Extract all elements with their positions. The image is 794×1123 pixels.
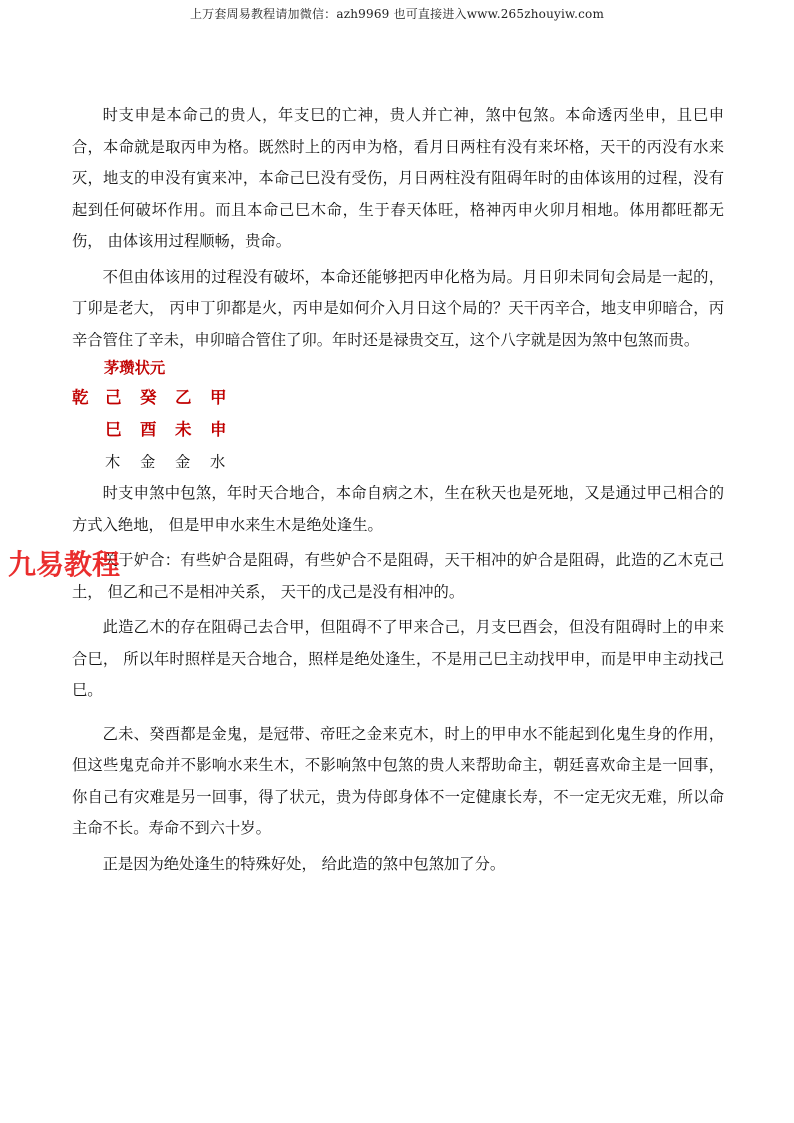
year-branch: 巳 <box>105 420 122 439</box>
paragraph-6: 乙未、癸酉都是金鬼，是冠带、帝旺之金来克木，时上的甲申水不能起到化鬼生身的作用，但这些鬼克命并不影响水来生木，不影响煞中包煞的贵人来帮助命主，朝廷喜欢命主是一回事，你自己有灾难是另一回事，得了状元，贵为侍郎身体不一定健康长寿，不一定无灾无难，所以命主命不长。寿命不到六十岁。 <box>72 724 724 837</box>
earthly-branches-row <box>72 414 724 446</box>
watermark-text: 九易教程 <box>8 548 121 581</box>
nayin-row <box>72 446 724 478</box>
paragraph-2: 不但由体该用的过程没有破坏，本命还能够把丙申化格为局。月日卯未同旬会局是一起的，丁卯是老大， 丙申丁卯都是火，丙申是如何介入月日这个局的？天干丙辛合，地支申卯暗合，丙辛合管住了辛未，申卯暗合管住了卯。年时还是禄贵交互，这个八字就是因为煞中包煞而贵。 <box>72 267 724 349</box>
heavenly-stems-row <box>72 382 724 414</box>
hour-stem: 甲 <box>210 388 227 407</box>
year-stem: 己 <box>105 388 122 407</box>
paragraph-4: 关于妒合：有些妒合是阻碍，有些妒合不是阻碍，天干相冲的妒合是阻碍，此造的乙木克己土， 但乙和己不是相冲关系， 天干的戊己是没有相冲的。 <box>72 551 724 601</box>
year-nayin: 木 <box>105 453 121 471</box>
case-title: 茅瓒状元 <box>104 359 166 377</box>
page-header: 上万套周易教程请加微信：azh9969 也可直接进入www.265zhouyiw.com <box>189 7 605 21</box>
hour-branch: 申 <box>210 420 227 439</box>
month-stem: 癸 <box>140 388 157 407</box>
day-nayin: 金 <box>175 453 191 471</box>
day-stem: 乙 <box>175 388 192 407</box>
paragraph-3: 时支申煞中包煞，年时天合地合，本命自病之木，生在秋天也是死地，又是通过甲己相合的方式入绝地， 但是甲申水来生木是绝处逢生。 <box>72 484 724 534</box>
row-spacer <box>72 414 105 446</box>
row-spacer <box>72 446 105 478</box>
paragraph-7: 正是因为绝处逢生的特殊好处， 给此造的煞中包煞加了分。 <box>102 854 506 873</box>
day-branch: 未 <box>175 420 192 439</box>
document-body <box>72 100 724 884</box>
month-branch: 酉 <box>140 420 157 439</box>
paragraph-5: 此造乙木的存在阻碍己去合甲，但阻碍不了甲来合己，月支巳酉会，但没有阻碍时上的申来合巳， 所以年时照样是天合地合，照样是绝处逢生，不是用己巳主动找甲申，而是甲申主动找己巳。 <box>72 618 724 699</box>
month-nayin: 金 <box>140 453 156 471</box>
paragraph-1: 时支申是本命己的贵人，年支巳的亡神，贵人并亡神，煞中包煞。本命透丙坐申，且巳申合，本命就是取丙申为格。既然时上的丙申为格，看月日两柱有没有来坏格，天干的丙没有水来灭，地支的申没有寅来冲，本命己巳没有受伤，月日两柱没有阻碍年时的由体该用的过程，没有起到任何破坏作用。而且本命己巳木命，生于春天体旺，格神丙申火卯月相地。体用都旺都无伤， 由体该用过程顺畅，贵命。 <box>72 106 724 250</box>
gender-marker: 乾 <box>72 388 89 407</box>
hour-nayin: 水 <box>210 453 226 471</box>
